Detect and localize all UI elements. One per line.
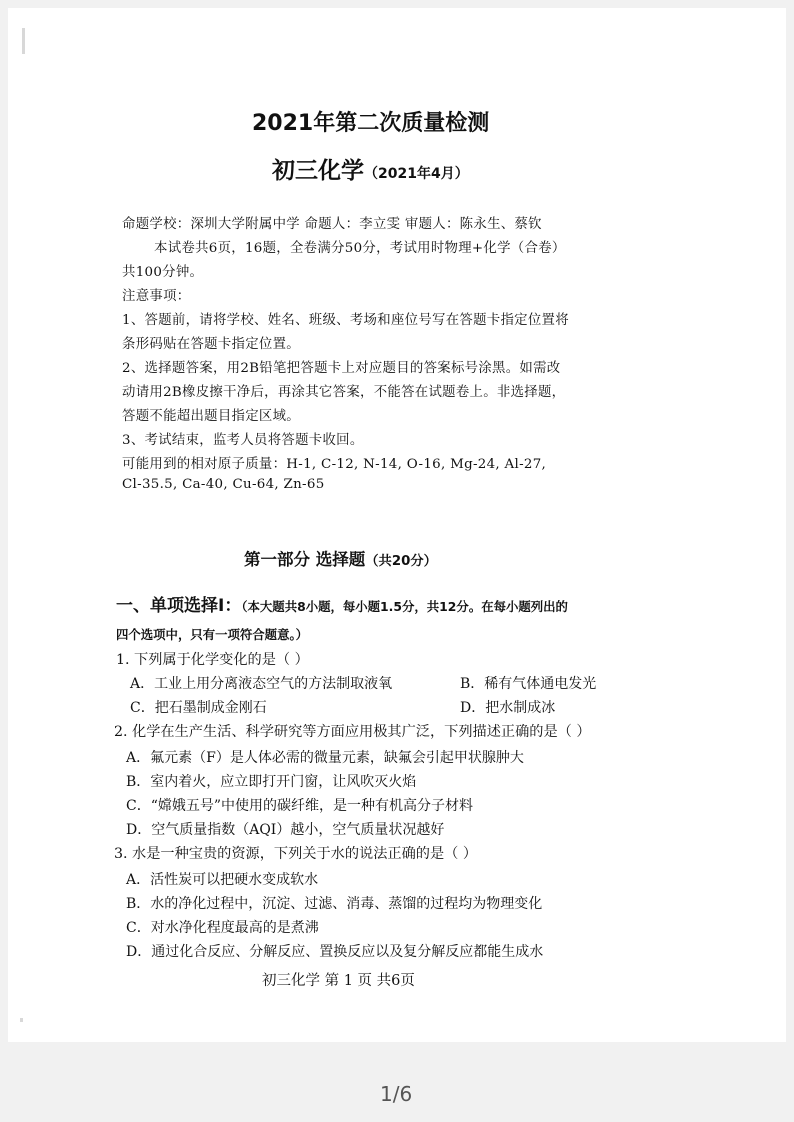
exam-subject: 初三化学	[272, 158, 364, 184]
question-3-stem: 3. 水是一种宝贵的资源，下列关于水的说法正确的是（ ）	[114, 846, 478, 862]
question-3-option-a: A．活性炭可以把硬水变成软水	[126, 872, 319, 888]
notice-item-1-cont: 条形码贴在答题卡指定位置。	[122, 337, 300, 352]
question-1-option-b: B．稀有气体通电发光	[460, 676, 597, 692]
scan-edge-mark	[22, 28, 25, 54]
page-footer: 初三化学 第 1 页 共6页	[262, 973, 415, 989]
part-one-heading	[244, 546, 437, 570]
notice-item-2-cont-2: 答题不能超出题目指定区域。	[122, 409, 300, 424]
question-1-stem: 1. 下列属于化学变化的是（ ）	[116, 652, 309, 668]
atomic-mass-line: 可能用到的相对原子质量：H-1, C-12, N-14, O-16, Mg-24, Al-27,	[122, 457, 547, 472]
question-2-option-a: A．氟元素（F）是人体必需的微量元素，缺氟会引起甲状腺肿大	[126, 750, 524, 766]
section-one-heading	[116, 591, 568, 616]
question-2-stem: 2. 化学在生产生活、科学研究等方面应用极其广泛，下列描述正确的是（ ）	[114, 724, 591, 740]
exam-date: （2021年4月）	[364, 166, 469, 182]
question-3-option-b: B．水的净化过程中，沉淀、过滤、消毒、蒸馏的过程均为物理变化	[126, 896, 543, 912]
scan-dot-mark	[20, 1018, 23, 1022]
part-one-score: （共20分）	[365, 554, 437, 569]
notice-heading: 注意事项：	[122, 289, 191, 304]
question-2-option-b: B．室内着火，应立即打开门窗，让风吹灭火焰	[126, 774, 417, 790]
section-one-note: （本大题共8小题，每小题1.5分，共12分。在每小题列出的	[241, 599, 568, 614]
exam-subject-line	[272, 152, 469, 185]
notice-item-1: 1、答题前，请将学校、姓名、班级、考场和座位号写在答题卡指定位置将	[122, 313, 569, 328]
page-indicator: 1/6	[380, 1082, 413, 1106]
question-1-option-d: D．把水制成冰	[460, 700, 556, 716]
question-3-option-c: C．对水净化程度最高的是煮沸	[126, 920, 319, 936]
scanned-exam-page	[8, 8, 786, 1042]
notice-item-3: 3、考试结束，监考人员将答题卡收回。	[122, 433, 364, 448]
question-3-option-d: D．通过化合反应、分解反应、置换反应以及复分解反应都能生成水	[126, 944, 544, 960]
info-line-duration: 共100分钟。	[122, 265, 204, 280]
info-line-paper-size: 本试卷共6页，16题，全卷满分50分，考试用时物理+化学（合卷）	[154, 241, 566, 256]
question-1-option-a: A．工业上用分离液态空气的方法制取液氧	[130, 676, 393, 692]
info-line-authors: 命题学校：深圳大学附属中学 命题人：李立雯 审题人：陈永生、蔡钦	[122, 217, 542, 232]
question-1-option-c: C．把石墨制成金刚石	[130, 700, 267, 716]
section-one-title: 一、单项选择Ⅰ：	[116, 596, 242, 616]
question-2-option-c: C．“嫦娥五号”中使用的碳纤维，是一种有机高分子材料	[126, 798, 474, 814]
atomic-mass-line-cont: Cl-35.5, Ca-40, Cu-64, Zn-65	[122, 477, 325, 492]
part-one-title: 第一部分 选择题	[244, 550, 366, 569]
question-2-option-d: D．空气质量指数（AQI）越小，空气质量状况越好	[126, 822, 445, 838]
section-one-note-cont: 四个选项中，只有一项符合题意。）	[116, 627, 309, 642]
notice-item-2: 2、选择题答案，用2B铅笔把答题卡上对应题目的答案标号涂黑。如需改	[122, 361, 561, 376]
exam-title: 2021年第二次质量检测	[252, 111, 490, 136]
notice-item-2-cont: 动请用2B橡皮擦干净后，再涂其它答案，不能答在试题卷上。非选择题，	[122, 385, 566, 400]
